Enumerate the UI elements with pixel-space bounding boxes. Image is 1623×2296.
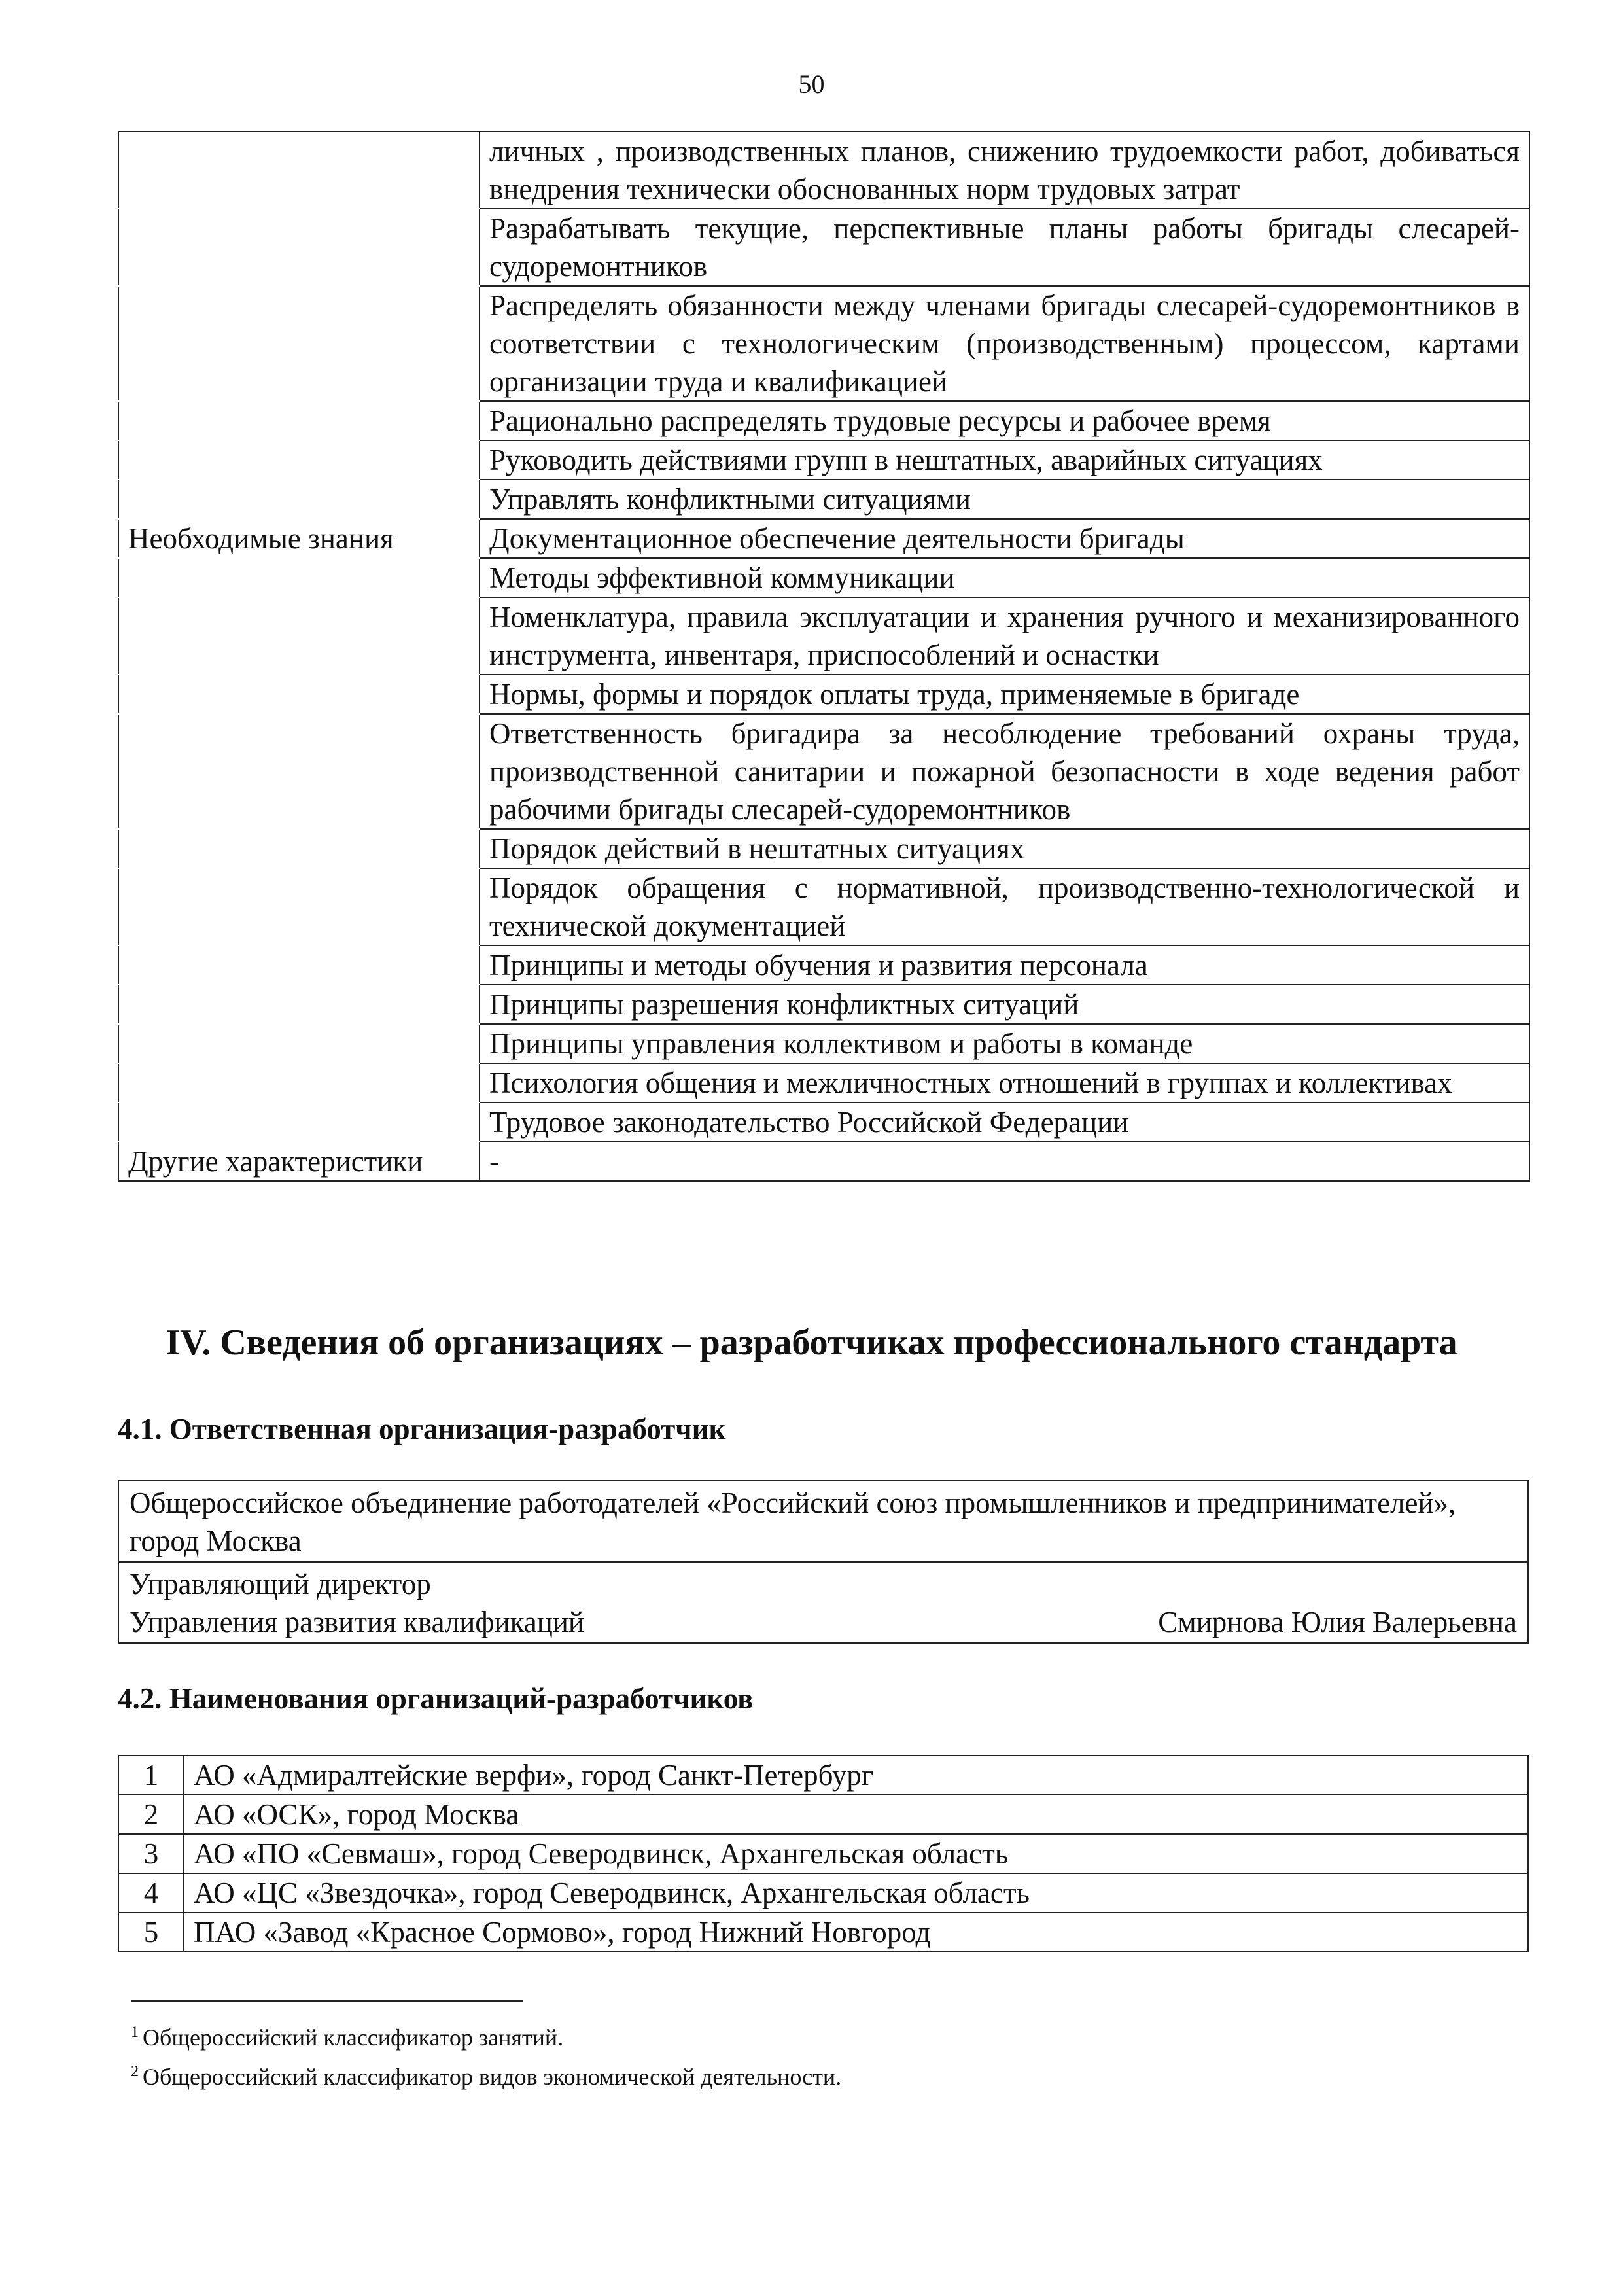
developer-number: 5 — [118, 1913, 184, 1952]
table-row — [118, 558, 1529, 597]
signatory-cell — [118, 1562, 1528, 1643]
developer-number: 3 — [118, 1834, 184, 1873]
table-row — [118, 945, 1529, 985]
row-value: Руководить действиями групп в нештатных, аварийных ситуациях — [480, 440, 1529, 480]
row-value: - — [480, 1142, 1529, 1181]
table-row — [118, 714, 1529, 829]
row-value: Психология общения и межличностных отношений в группах и коллективах — [480, 1063, 1529, 1103]
table-row — [118, 1873, 1528, 1913]
table-row — [118, 1142, 1529, 1181]
developer-number: 4 — [118, 1873, 184, 1913]
developers-table — [118, 1755, 1529, 1952]
row-label — [118, 440, 480, 480]
table-row — [118, 1562, 1528, 1643]
row-value: Разрабатывать текущие, перспективные планы работы бригады слесарей-судоремонтников — [480, 209, 1529, 286]
table-row — [118, 1481, 1528, 1562]
table-row — [118, 868, 1529, 945]
row-label — [118, 868, 480, 945]
row-value: Нормы, формы и порядок оплаты труда, применяемые в бригаде — [480, 675, 1529, 714]
table-row — [118, 829, 1529, 868]
table-row — [118, 401, 1529, 440]
row-label — [118, 1024, 480, 1063]
table-row — [118, 132, 1529, 209]
signatory-line — [130, 1603, 1517, 1641]
row-value: Порядок обращения с нормативной, производственно-технологической и технической документацией — [480, 868, 1529, 945]
row-value: Трудовое законодательство Российской Федерации — [480, 1103, 1529, 1142]
row-label — [118, 597, 480, 675]
table-row — [118, 480, 1529, 519]
responsible-org-heading: 4.1. Ответственная организация-разработчик — [118, 1413, 726, 1445]
person-name: Смирнова Юлия Валерьевна — [1158, 1606, 1517, 1638]
row-label — [118, 286, 480, 401]
row-label — [118, 675, 480, 714]
row-value: личных , производственных планов, снижению трудоемкости работ, добиваться внедрения технически обоснованных норм трудовых затрат — [480, 132, 1529, 209]
row-label-other-characteristics: Другие характеристики — [118, 1142, 480, 1181]
table-row — [118, 1834, 1528, 1873]
developer-name: ПАО «Завод «Красное Сормово», город Нижний Новгород — [184, 1913, 1528, 1952]
responsible-org-table — [118, 1480, 1529, 1644]
page-number: 50 — [798, 69, 825, 99]
skills-table — [118, 131, 1530, 1182]
table-row — [118, 209, 1529, 286]
row-value: Методы эффективной коммуникации — [480, 558, 1529, 597]
row-value: Рационально распределять трудовые ресурсы и рабочее время — [480, 401, 1529, 440]
table-row — [118, 675, 1529, 714]
row-label — [118, 985, 480, 1024]
row-value: Документационное обеспечение деятельности бригады — [480, 519, 1529, 558]
row-label — [118, 714, 480, 829]
row-label — [118, 1063, 480, 1103]
developer-name: АО «ОСК», город Москва — [184, 1795, 1528, 1834]
department-name: Управления развития квалификаций — [130, 1606, 584, 1638]
table-row — [118, 1024, 1529, 1063]
footnote-1 — [131, 2015, 1505, 2055]
row-value: Порядок действий в нештатных ситуациях — [480, 829, 1529, 868]
row-value: Ответственность бригадира за несоблюдение требований охраны труда, производственной санитарии и пожарной безопасности в ходе ведения работ рабочими бригады слесарей-судоремонтников — [480, 714, 1529, 829]
row-value: Принципы разрешения конфликтных ситуаций — [480, 985, 1529, 1024]
developer-number: 1 — [118, 1756, 184, 1795]
developer-number: 2 — [118, 1795, 184, 1834]
table-row — [118, 1913, 1528, 1952]
footnote-separator — [131, 2000, 523, 2002]
position-title: Управляющий директор — [130, 1568, 431, 1600]
footnote-mark: 2 — [131, 2063, 139, 2080]
row-label — [118, 480, 480, 519]
row-label — [118, 945, 480, 985]
row-label — [118, 209, 480, 286]
footnote-text: Общероссийский классификатор занятий. — [143, 2024, 564, 2051]
table-row — [118, 1795, 1528, 1834]
table-row — [118, 286, 1529, 401]
row-label — [118, 558, 480, 597]
row-value: Распределять обязанности между членами бригады слесарей-судоремонтников в соответствии с технологическим (производственным) процессом, картами организации труда и квалификацией — [480, 286, 1529, 401]
footnote-mark: 1 — [131, 2024, 139, 2041]
row-value: Номенклатура, правила эксплуатации и хранения ручного и механизированного инструмента, инвентаря, приспособлений и оснастки — [480, 597, 1529, 675]
developer-name: АО «ПО «Севмаш», город Северодвинск, Архангельская область — [184, 1834, 1528, 1873]
developers-heading: 4.2. Наименования организаций-разработчиков — [118, 1682, 754, 1715]
table-row — [118, 519, 1529, 558]
row-label — [118, 401, 480, 440]
row-label — [118, 1103, 480, 1142]
table-row — [118, 985, 1529, 1024]
table-row — [118, 1756, 1528, 1795]
table-row — [118, 1063, 1529, 1103]
row-label — [118, 829, 480, 868]
row-value: Управлять конфликтными ситуациями — [480, 480, 1529, 519]
footnotes — [131, 2015, 1505, 2094]
row-label-required-knowledge: Необходимые знания — [118, 519, 480, 558]
organization-name: Общероссийское объединение работодателей «Российский союз промышленников и предпринимателей», город Москва — [118, 1481, 1528, 1562]
footnote-text: Общероссийский классификатор видов экономической деятельности. — [143, 2064, 842, 2090]
row-value: Принципы и методы обучения и развития персонала — [480, 945, 1529, 985]
table-row — [118, 597, 1529, 675]
developer-name: АО «Адмиралтейские верфи», город Санкт-Петербург — [184, 1756, 1528, 1795]
table-row — [118, 1103, 1529, 1142]
footnote-2 — [131, 2055, 1505, 2094]
developer-name: АО «ЦС «Звездочка», город Северодвинск, Архангельская область — [184, 1873, 1528, 1913]
row-label — [118, 132, 480, 209]
table-row — [118, 440, 1529, 480]
section-title: IV. Сведения об организациях – разработчиках профессионального стандарта — [166, 1322, 1457, 1363]
row-value: Принципы управления коллективом и работы в команде — [480, 1024, 1529, 1063]
